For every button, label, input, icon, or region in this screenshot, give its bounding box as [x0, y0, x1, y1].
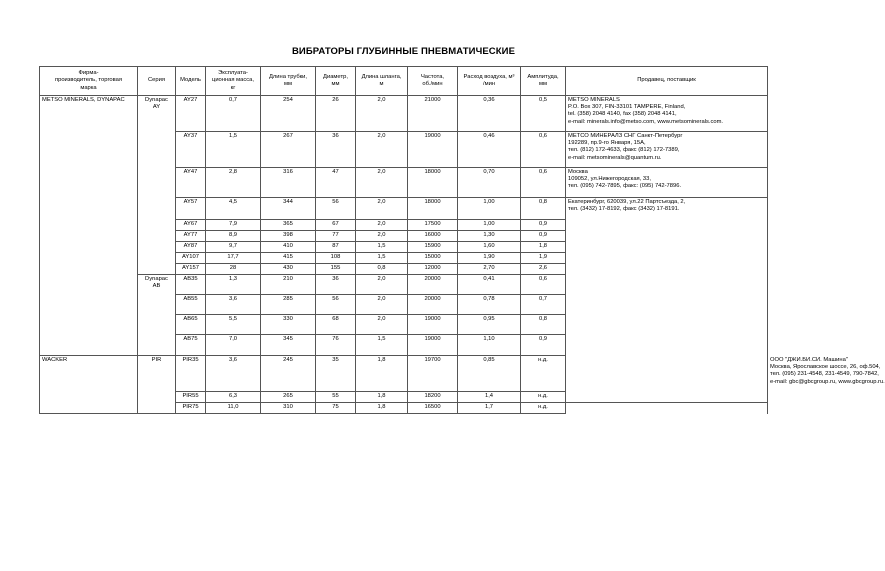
diameter-cell: 47 — [316, 168, 356, 198]
hose-cell: 1,5 — [356, 335, 408, 356]
amplitude-cell: 2,6 — [521, 264, 566, 275]
tube-cell: 210 — [261, 275, 316, 295]
mass-cell: 11,0 — [206, 403, 261, 414]
tube-cell: 310 — [261, 403, 316, 414]
frequency-cell: 18000 — [408, 198, 458, 220]
model-cell: AB55 — [176, 295, 206, 315]
frequency-cell: 21000 — [408, 96, 458, 132]
hose-cell: 1,5 — [356, 242, 408, 253]
diameter-cell: 76 — [316, 335, 356, 356]
air-cell: 2,70 — [458, 264, 521, 275]
seller-cell: Москва 109052, ул.Нижегородская, 33, тел. (095) 742-7895, факс: (095) 742-7896. — [566, 168, 768, 198]
header-seller: Продавец, поставщик — [566, 67, 768, 96]
amplitude-cell: 0,8 — [521, 315, 566, 335]
hose-cell: 1,8 — [356, 392, 408, 403]
air-cell: 0,41 — [458, 275, 521, 295]
model-cell: PIR75 — [176, 403, 206, 414]
diameter-cell: 77 — [316, 231, 356, 242]
frequency-cell: 16000 — [408, 231, 458, 242]
model-cell: AY77 — [176, 231, 206, 242]
amplitude-cell: 1,8 — [521, 242, 566, 253]
model-cell: PIR55 — [176, 392, 206, 403]
mass-cell: 2,8 — [206, 168, 261, 198]
hose-cell: 2,0 — [356, 315, 408, 335]
diameter-cell: 56 — [316, 198, 356, 220]
mass-cell: 1,3 — [206, 275, 261, 295]
header-amplitude: Амплитуда, мм — [521, 67, 566, 96]
hose-cell: 1,8 — [356, 356, 408, 392]
header-series: Серия — [138, 67, 176, 96]
model-cell: AY47 — [176, 168, 206, 198]
frequency-cell: 18000 — [408, 168, 458, 198]
mass-cell: 5,5 — [206, 315, 261, 335]
diameter-cell: 67 — [316, 220, 356, 231]
frequency-cell: 20000 — [408, 295, 458, 315]
hose-cell: 1,5 — [356, 253, 408, 264]
amplitude-cell: 0,6 — [521, 275, 566, 295]
header-hose-length: Длина шланга, м — [356, 67, 408, 96]
frequency-cell: 17500 — [408, 220, 458, 231]
tube-cell: 415 — [261, 253, 316, 264]
air-cell: 0,78 — [458, 295, 521, 315]
diameter-cell: 68 — [316, 315, 356, 335]
amplitude-cell: 0,9 — [521, 335, 566, 356]
air-cell: 1,4 — [458, 392, 521, 403]
hose-cell: 2,0 — [356, 168, 408, 198]
header-row — [40, 67, 768, 96]
diameter-cell: 87 — [316, 242, 356, 253]
frequency-cell: 16500 — [408, 403, 458, 414]
seller-cell: МЕТСО МИНЕРАЛЗ СНГ Санкт-Петербург 192289, пр.9-го Января, 15А, тел. (812) 172-4633, факс (812) 172-7389, e-mail: metsominerals@quantum.ru. — [566, 132, 768, 168]
mass-cell: 6,3 — [206, 392, 261, 403]
diameter-cell: 108 — [316, 253, 356, 264]
diameter-cell: 35 — [316, 356, 356, 392]
tube-cell: 265 — [261, 392, 316, 403]
air-cell: 0,95 — [458, 315, 521, 335]
mass-cell: 8,9 — [206, 231, 261, 242]
table-row: WACKER PIR PIR35 3,6 245 35 1,8 19700 0,85 н.д. ООО "ДЖИ.БИ.СИ. Машина" Москва, Ярославское шоссе, 26, оф.504, тел. (095) 231-4548, 231-4549, 790-7842, e-mail: gbc@gbcgroup.ru, www.gbcgroup.ru. — [40, 356, 768, 392]
mass-cell: 7,0 — [206, 335, 261, 356]
series-cell: PIR — [138, 356, 176, 414]
mass-cell: 4,5 — [206, 198, 261, 220]
mass-cell: 3,6 — [206, 356, 261, 392]
tube-cell: 254 — [261, 96, 316, 132]
model-cell: AB75 — [176, 335, 206, 356]
seller-cell: METSO MINERALS P.O. Box 307, FIN-33101 TAMPERE, Finland, tel. (358) 2048 4140, fax (358) 2048 4141, e-mail: minerals.info@metso.com, www.metsominerals.com. — [566, 96, 768, 132]
frequency-cell: 20000 — [408, 275, 458, 295]
series-cell: Dynapac AY — [138, 96, 176, 275]
amplitude-cell: 0,6 — [521, 132, 566, 168]
frequency-cell: 19000 — [408, 335, 458, 356]
table-row — [40, 96, 768, 132]
tube-cell: 245 — [261, 356, 316, 392]
frequency-cell: 15000 — [408, 253, 458, 264]
air-cell: 0,36 — [458, 96, 521, 132]
model-cell: AB65 — [176, 315, 206, 335]
air-cell: 1,90 — [458, 253, 521, 264]
amplitude-cell: н.д. — [521, 403, 566, 414]
hose-cell: 2,0 — [356, 220, 408, 231]
tube-cell: 285 — [261, 295, 316, 315]
diameter-cell: 155 — [316, 264, 356, 275]
amplitude-cell: 0,9 — [521, 231, 566, 242]
maker-cell: METSO MINERALS, DYNAPAC — [40, 96, 138, 356]
diameter-cell: 26 — [316, 96, 356, 132]
header-tube-length: Длина трубки, мм — [261, 67, 316, 96]
model-cell: AY67 — [176, 220, 206, 231]
air-cell: 1,60 — [458, 242, 521, 253]
diameter-cell: 55 — [316, 392, 356, 403]
hose-cell: 1,8 — [356, 403, 408, 414]
mass-cell: 0,7 — [206, 96, 261, 132]
hose-cell: 2,0 — [356, 295, 408, 315]
model-cell: AY27 — [176, 96, 206, 132]
model-cell: AY107 — [176, 253, 206, 264]
amplitude-cell: 1,9 — [521, 253, 566, 264]
diameter-cell: 36 — [316, 275, 356, 295]
model-cell: AB35 — [176, 275, 206, 295]
model-cell: AY57 — [176, 198, 206, 220]
mass-cell: 3,6 — [206, 295, 261, 315]
hose-cell: 2,0 — [356, 132, 408, 168]
page-title: ВИБРАТОРЫ ГЛУБИННЫЕ ПНЕВМАТИЧЕСКИЕ — [291, 46, 516, 57]
mass-cell: 7,9 — [206, 220, 261, 231]
frequency-cell: 19000 — [408, 315, 458, 335]
air-cell: 1,00 — [458, 220, 521, 231]
amplitude-cell: 0,8 — [521, 198, 566, 220]
diameter-cell: 75 — [316, 403, 356, 414]
tube-cell: 316 — [261, 168, 316, 198]
mass-cell: 28 — [206, 264, 261, 275]
model-cell: PIR35 — [176, 356, 206, 392]
model-cell: AY87 — [176, 242, 206, 253]
frequency-cell: 19000 — [408, 132, 458, 168]
header-diameter: Диаметр, мм — [316, 67, 356, 96]
frequency-cell: 12000 — [408, 264, 458, 275]
frequency-cell: 15900 — [408, 242, 458, 253]
tube-cell: 410 — [261, 242, 316, 253]
seller-cell: Екатеринбург, 620039, ул.22 Партсъезда, 2, тел. (3432) 17-8192, факс (3432) 17-8191. — [566, 198, 768, 403]
header-frequency: Частота, об./мин — [408, 67, 458, 96]
hose-cell: 0,8 — [356, 264, 408, 275]
air-cell: 1,7 — [458, 403, 521, 414]
header-model: Модель — [176, 67, 206, 96]
diameter-cell: 56 — [316, 295, 356, 315]
hose-cell: 2,0 — [356, 96, 408, 132]
amplitude-cell: 0,6 — [521, 168, 566, 198]
tube-cell: 365 — [261, 220, 316, 231]
amplitude-cell: 0,5 — [521, 96, 566, 132]
amplitude-cell: н.д. — [521, 392, 566, 403]
amplitude-cell: 0,7 — [521, 295, 566, 315]
tube-cell: 345 — [261, 335, 316, 356]
air-cell: 1,00 — [458, 198, 521, 220]
tube-cell: 267 — [261, 132, 316, 168]
mass-cell: 1,5 — [206, 132, 261, 168]
mass-cell: 9,7 — [206, 242, 261, 253]
header-mass: Эксплуата- ционная масса, кг — [206, 67, 261, 96]
hose-cell: 2,0 — [356, 231, 408, 242]
hose-cell: 2,0 — [356, 275, 408, 295]
maker-cell: WACKER — [40, 356, 138, 414]
header-air-flow: Расход воздуха, м³ /мин — [458, 67, 521, 96]
header-maker: Фирма- производитель, торговая марка — [40, 67, 138, 96]
frequency-cell: 18200 — [408, 392, 458, 403]
tube-cell: 430 — [261, 264, 316, 275]
model-cell: AY37 — [176, 132, 206, 168]
hose-cell: 2,0 — [356, 198, 408, 220]
mass-cell: 17,7 — [206, 253, 261, 264]
frequency-cell: 19700 — [408, 356, 458, 392]
tube-cell: 344 — [261, 198, 316, 220]
air-cell: 1,10 — [458, 335, 521, 356]
series-cell: Dynapac AB — [138, 275, 176, 356]
tube-cell: 398 — [261, 231, 316, 242]
air-cell: 0,46 — [458, 132, 521, 168]
amplitude-cell: 0,9 — [521, 220, 566, 231]
model-cell: AY157 — [176, 264, 206, 275]
amplitude-cell: н.д. — [521, 356, 566, 392]
air-cell: 0,85 — [458, 356, 521, 392]
tube-cell: 330 — [261, 315, 316, 335]
diameter-cell: 36 — [316, 132, 356, 168]
air-cell: 1,30 — [458, 231, 521, 242]
vibrators-table — [39, 66, 885, 414]
air-cell: 0,70 — [458, 168, 521, 198]
